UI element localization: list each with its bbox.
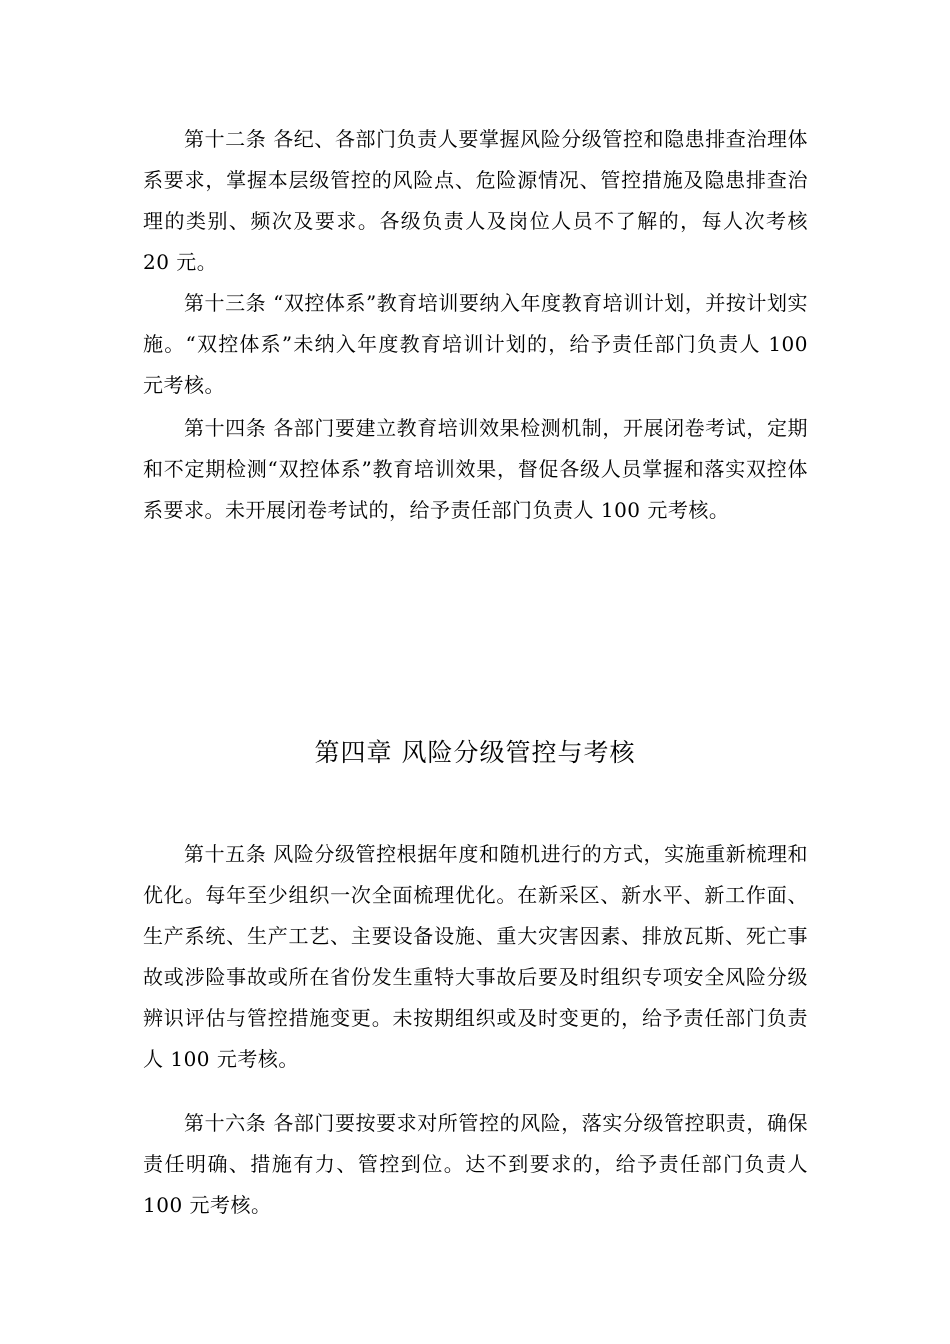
article-text: 风险分级管控根据年度和随机进行的方式，实施重新梳理和优化。每年至少组织一次全面梳理优化。在新采区、新水平、新工作面、生产系统、生产工艺、主要设备设施、重大灾害因素、排放瓦斯、死亡事故或涉险事故或所在省份发生重特大事故后要及时组织专项安全风险分级辨识评估与管控措施变更。未按期组织或及时变更的，给予责任部门负责人 100 元考核。	[143, 842, 809, 1071]
article-number: 第十三条	[184, 291, 267, 315]
article-text: 各部门要按要求对所管控的风险，落实分级管控职责，确保责任明确、措施有力、管控到位。达不到要求的，给予责任部门负责人 100 元考核。	[143, 1111, 809, 1217]
article-15	[143, 834, 808, 1080]
article-number: 第十二条	[184, 127, 267, 151]
article-14	[143, 408, 808, 531]
article-number: 第十五条	[184, 842, 267, 866]
article-13	[143, 283, 808, 406]
article-text: 各纪、各部门负责人要掌握风险分级管控和隐患排查治理体系要求，掌握本层级管控的风险点、危险源情况、管控措施及隐患排查治理的类别、频次及要求。各级负责人及岗位人员不了解的，每人次考核 20 元。	[143, 127, 809, 274]
chapter-title: 风险分级管控与考核	[401, 738, 636, 767]
article-number: 第十六条	[184, 1111, 267, 1135]
article-text: “双控体系”教育培训要纳入年度教育培训计划，并按计划实施。“双控体系”未纳入年度教育培训计划的，给予责任部门负责人 100 元考核。	[143, 291, 809, 397]
article-16	[143, 1103, 808, 1226]
article-12	[143, 119, 808, 283]
article-text: 各部门要建立教育培训效果检测机制，开展闭卷考试，定期和不定期检测“双控体系”教育培训效果，督促各级人员掌握和落实双控体系要求。未开展闭卷考试的，给予责任部门负责人 100 元考核。	[143, 416, 809, 522]
chapter-heading	[0, 733, 950, 769]
chapter-number: 第四章	[314, 738, 393, 767]
article-number: 第十四条	[184, 416, 267, 440]
